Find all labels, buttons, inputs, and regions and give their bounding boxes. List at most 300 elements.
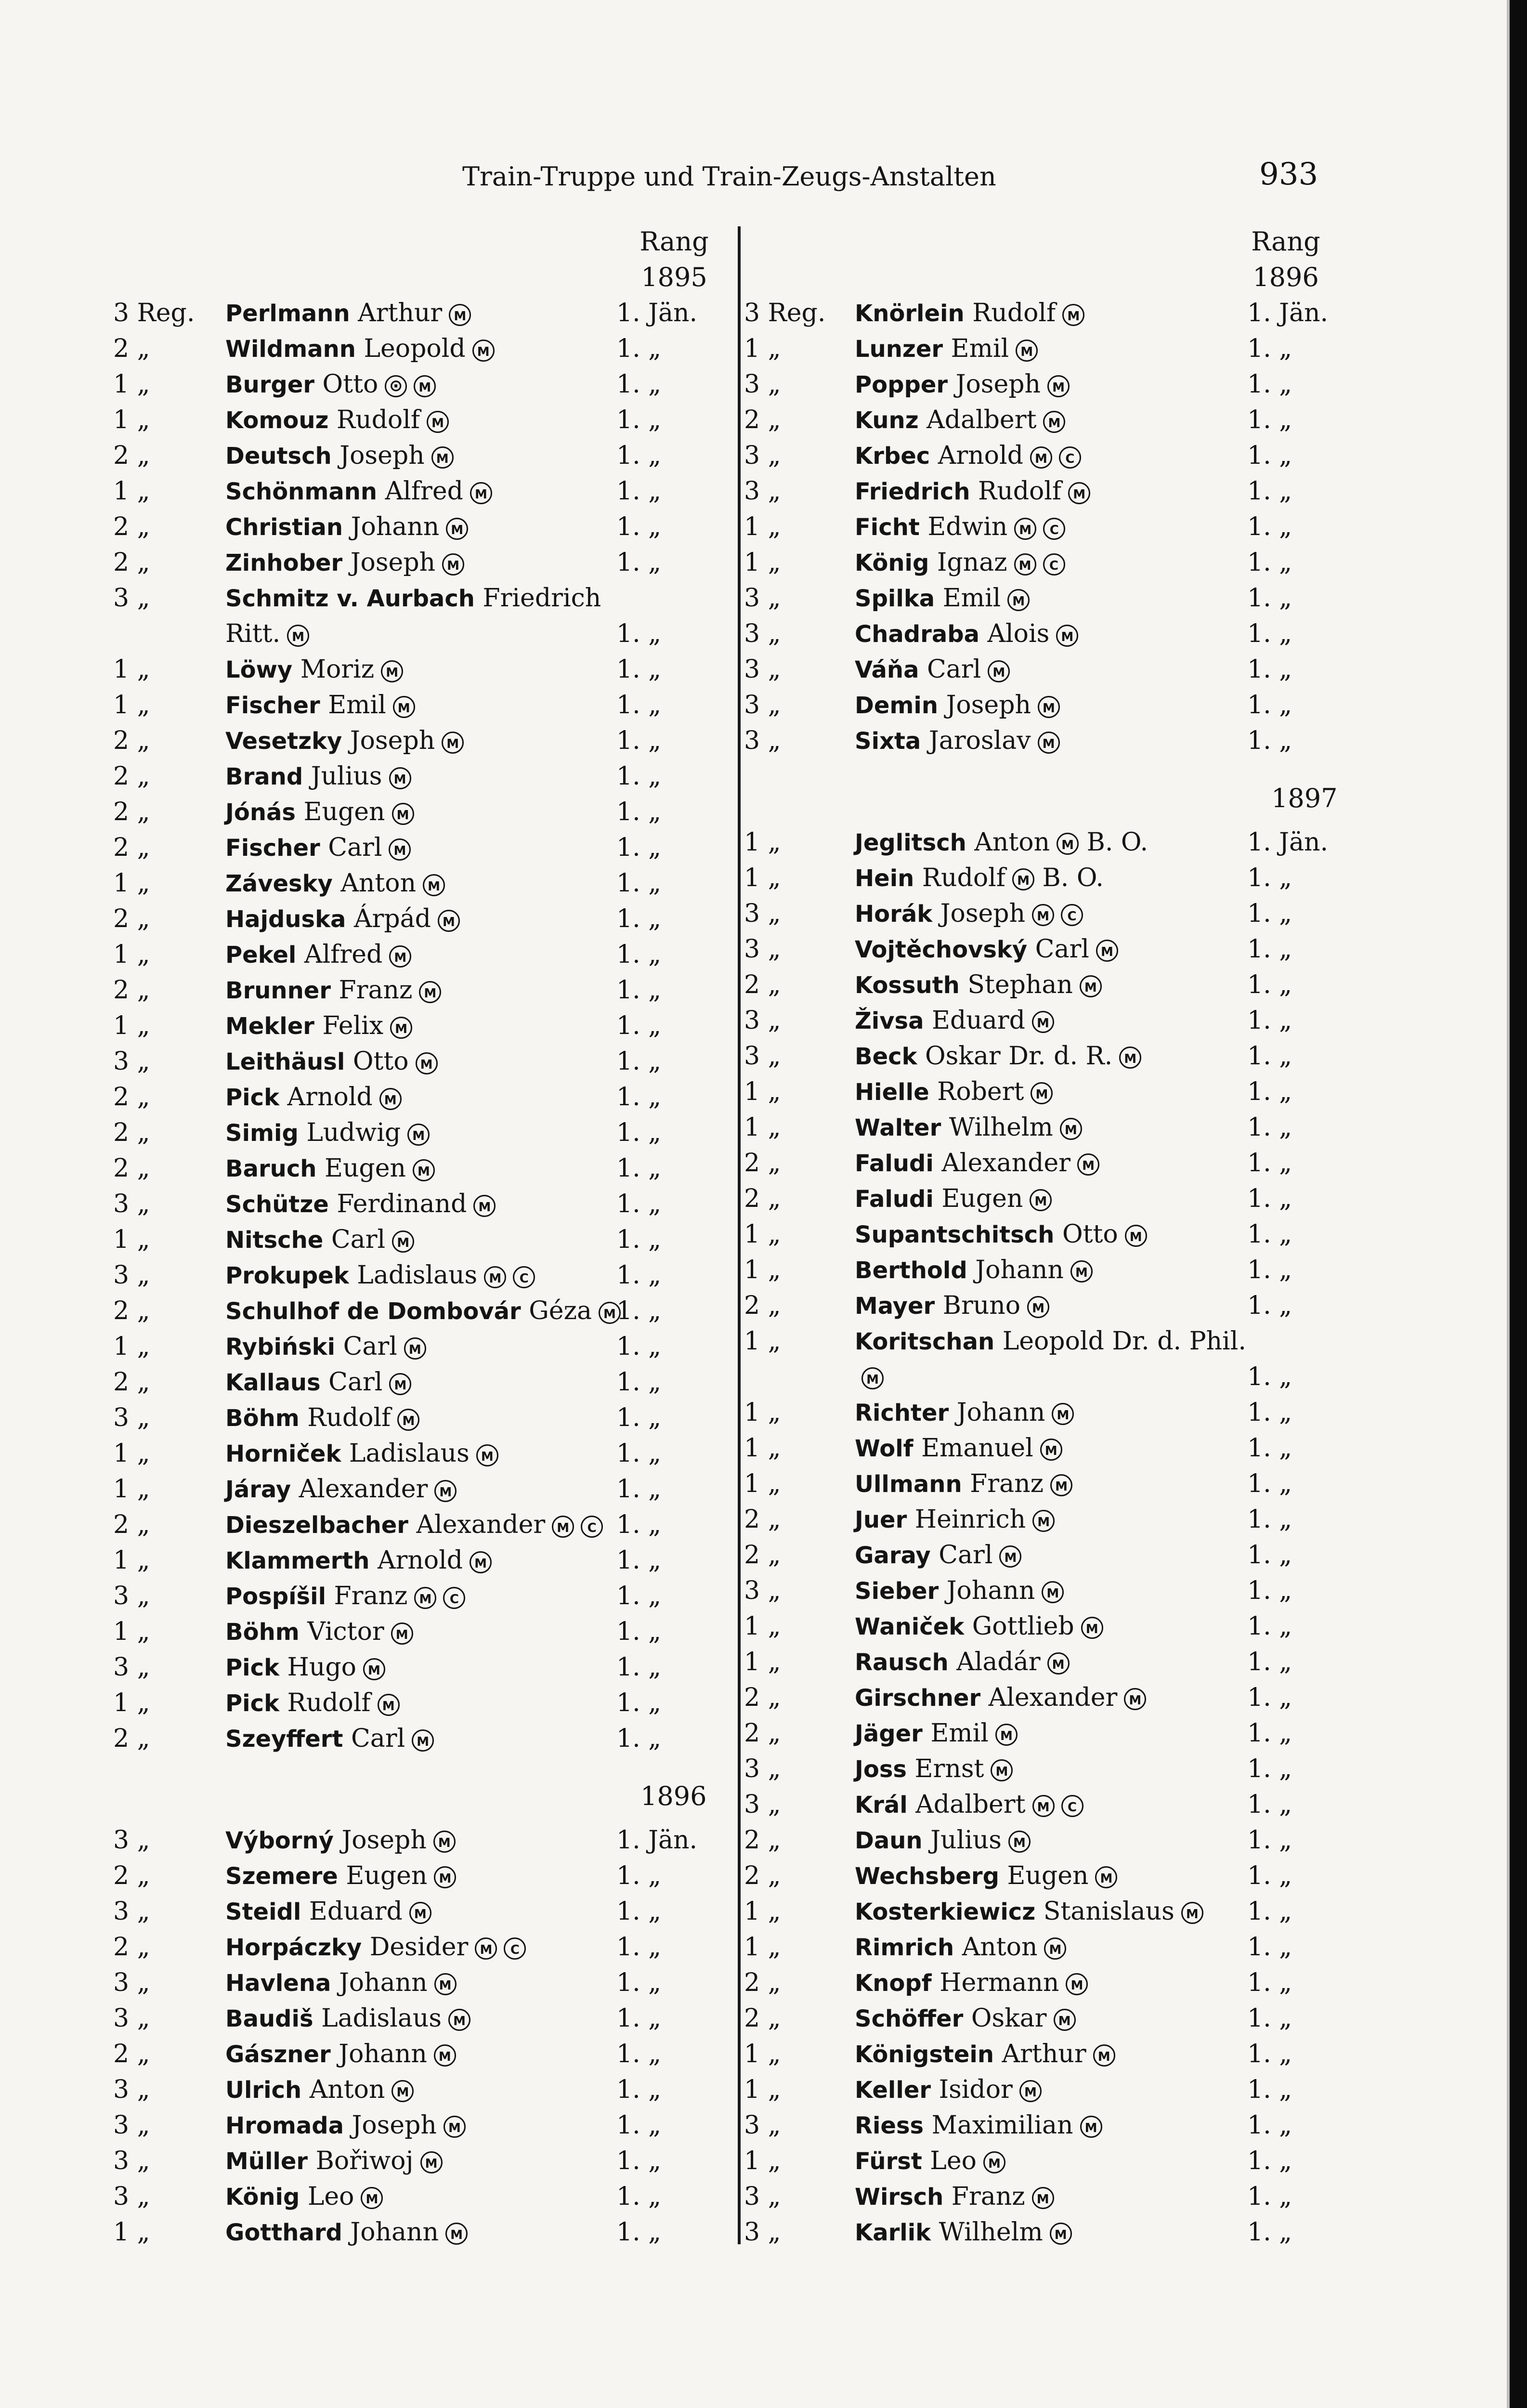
surname: Ficht — [855, 514, 920, 541]
rank-date: 1. „ — [1247, 934, 1292, 964]
surname: König — [855, 550, 929, 576]
rank-date: 1. „ — [1247, 1611, 1292, 1641]
list-item — [744, 1754, 1360, 1790]
surname: Richter — [855, 1399, 949, 1426]
surname: Živsa — [855, 1007, 924, 1034]
rank-date: 1. „ — [616, 655, 662, 684]
rank-date: 1. „ — [616, 1154, 662, 1183]
list-item — [113, 2182, 734, 2218]
given-name: Alfred — [304, 940, 383, 969]
list-item — [113, 1190, 734, 1225]
regiment-number: 1 „ — [744, 1077, 781, 1106]
rank-date: 1. „ — [616, 619, 662, 648]
surname: Spilka — [855, 585, 935, 612]
surname: Schmitz v. Aurbach — [225, 585, 475, 612]
decoration-mark-icon: M — [416, 1052, 438, 1074]
given-name: Ernst — [914, 1754, 984, 1783]
rank-date: 1. „ — [1247, 1683, 1292, 1712]
officer-name — [225, 2004, 470, 2033]
rank-date: 1. „ — [616, 904, 662, 933]
given-name: Moriz — [300, 655, 375, 684]
list-item — [113, 1510, 734, 1546]
given-name: Árpád — [353, 904, 431, 933]
given-name: Johann — [339, 2039, 427, 2068]
regiment-number: 1 „ — [744, 1611, 781, 1641]
officer-name — [225, 2146, 443, 2175]
officer-name — [855, 1826, 1031, 1855]
regiment-number: 2 „ — [113, 726, 150, 755]
surname: Wildmann — [225, 336, 356, 363]
regiment-number: 3 Reg. — [113, 299, 195, 327]
list-item — [113, 2075, 734, 2111]
list-item — [744, 1006, 1360, 1042]
rang-label: Rang — [1251, 226, 1320, 257]
regiment-number: 3 „ — [744, 2217, 781, 2247]
given-name: Felix — [322, 1011, 384, 1040]
decoration-mark-icon: M — [1077, 1153, 1099, 1176]
regiment-number: 3 „ — [744, 655, 781, 684]
given-name: Géza — [529, 1296, 592, 1325]
officer-name — [225, 370, 436, 399]
given-name: Joseph — [350, 548, 436, 577]
rank-date: 1. „ — [1247, 1469, 1292, 1498]
given-name: Ludwig — [306, 1118, 401, 1147]
rank-date: 1. „ — [1247, 1647, 1292, 1676]
surname: Hromada — [225, 2112, 344, 2139]
surname: Pekel — [225, 942, 297, 968]
officer-name — [225, 1546, 492, 1575]
officer-name — [855, 1220, 1147, 1249]
decoration-mark-icon: M — [1054, 2009, 1076, 2031]
list-item — [744, 1327, 1360, 1362]
decoration-mark-icon: C — [443, 1587, 465, 1609]
regiment-number: 3 „ — [744, 619, 781, 648]
regiment-number: 1 „ — [113, 1475, 150, 1504]
officer-name — [225, 976, 441, 1005]
rank-date: 1. „ — [1247, 2003, 1292, 2033]
list-item — [744, 864, 1360, 899]
given-name: Wilhelm — [949, 1112, 1053, 1142]
given-name: Eugen — [346, 1861, 428, 1890]
regiment-number: 1 „ — [744, 2075, 781, 2104]
officer-name — [855, 899, 1083, 928]
list-item — [744, 1826, 1360, 1861]
list-item — [744, 1541, 1360, 1576]
list-item — [744, 828, 1360, 864]
regiment-number: 1 „ — [744, 548, 781, 577]
list-item — [113, 1083, 734, 1118]
list-item — [113, 1261, 734, 1296]
decoration-mark-icon: M — [434, 2044, 456, 2067]
decoration-mark-icon: C — [1061, 1795, 1083, 1817]
officer-name — [225, 406, 449, 434]
decoration-mark-icon: M — [988, 660, 1010, 682]
given-name: Joseph — [352, 2110, 437, 2140]
decoration-mark-icon: M — [1019, 2080, 1042, 2102]
given-name: Emil — [951, 334, 1009, 363]
officer-name — [225, 1510, 603, 1539]
officer-name — [225, 1368, 411, 1397]
regiment-number: 2 „ — [744, 970, 781, 999]
given-name: Emil — [942, 584, 1001, 613]
decoration-mark-icon: M — [412, 1729, 434, 1752]
surname: Faludi — [855, 1150, 934, 1177]
surname: Brunner — [225, 977, 331, 1004]
surname: Knörlein — [855, 300, 965, 327]
given-name: Carl — [328, 1368, 383, 1397]
rank-date: 1. „ — [616, 2182, 662, 2211]
regiment-number: 3 „ — [113, 1897, 150, 1926]
decoration-mark-icon: M — [1060, 1118, 1082, 1140]
decoration-mark-icon: M — [1012, 868, 1034, 890]
rank-date: 1. Jän. — [616, 1825, 698, 1855]
rank-date: 1. „ — [1247, 1184, 1292, 1213]
list-item — [744, 512, 1360, 548]
list-item — [113, 904, 734, 940]
regiment-number: 2 „ — [744, 1968, 781, 1997]
surname: Sieber — [855, 1577, 939, 1605]
officer-name — [855, 1968, 1088, 1997]
decoration-mark-icon: M — [409, 1902, 431, 1924]
list-item — [744, 1256, 1360, 1291]
regiment-number: 3 „ — [113, 1653, 150, 1682]
surname: Hein — [855, 864, 914, 892]
rank-date: 1. „ — [1247, 1433, 1292, 1463]
decoration-mark-icon: M — [448, 2009, 470, 2031]
rank-date: 1. „ — [1247, 1540, 1292, 1570]
officer-name — [855, 2040, 1115, 2068]
regiment-number: 2 „ — [113, 1510, 150, 1539]
rank-date: 1. „ — [616, 2146, 662, 2175]
list-item — [113, 370, 734, 406]
regiment-number: 1 „ — [744, 1932, 781, 1962]
decoration-mark-icon: M — [389, 767, 411, 789]
regiment-number: 2 „ — [113, 762, 150, 791]
given-name: Eduard — [309, 1897, 403, 1926]
surname: Szeyffert — [225, 1726, 343, 1753]
name-suffix: B. O. — [1086, 827, 1149, 857]
rank-date: 1. „ — [1247, 1077, 1292, 1106]
officer-name — [225, 1225, 414, 1254]
given-name: Arnold — [938, 441, 1023, 470]
given-name: Johann — [351, 512, 440, 541]
surname: Ullmann — [855, 1470, 962, 1498]
rank-date: 1. „ — [616, 976, 662, 1005]
regiment-number: 1 „ — [113, 691, 150, 720]
surname: Ulrich — [225, 2076, 302, 2104]
list-item — [744, 2218, 1360, 2253]
list-item — [744, 2075, 1360, 2111]
decoration-mark-icon: M — [1093, 2044, 1115, 2067]
surname: Supantschitsch — [855, 1221, 1055, 1248]
regiment-number: 2 „ — [113, 441, 150, 470]
list-item — [113, 548, 734, 584]
list-item — [744, 1113, 1360, 1149]
officer-name — [855, 299, 1084, 327]
rank-date: 1. „ — [1247, 2182, 1292, 2211]
list-item — [744, 691, 1360, 726]
list-item — [744, 1683, 1360, 1719]
given-name: Alexander — [941, 1148, 1071, 1178]
officer-name — [225, 2040, 456, 2068]
officer-name — [225, 1933, 526, 1962]
decoration-mark-icon: M — [414, 375, 436, 397]
given-name: Eugen — [941, 1184, 1023, 1213]
surname: Knopf — [855, 1969, 932, 1997]
regiment-number: 3 „ — [113, 1968, 150, 1997]
given-name: Ladislaus — [321, 2003, 442, 2033]
rank-date: 1. „ — [1247, 1041, 1292, 1071]
officer-name — [855, 1861, 1117, 1890]
regiment-number: 3 „ — [744, 2110, 781, 2140]
rank-date: 1. „ — [616, 762, 662, 791]
decoration-mark-icon: C — [1043, 518, 1065, 540]
surname: Horniček — [225, 1440, 341, 1467]
list-item — [113, 2004, 734, 2040]
regiment-number: 1 „ — [113, 1617, 150, 1646]
regiment-number: 1 „ — [744, 334, 781, 363]
given-name: Leopold Dr. d. Phil. — [1002, 1326, 1246, 1356]
list-item — [113, 441, 734, 477]
rank-date: 1. Jän. — [1247, 827, 1329, 857]
regiment-number: 2 „ — [113, 904, 150, 933]
decoration-mark-icon: M — [390, 1017, 412, 1039]
rank-date: 1. „ — [616, 1047, 662, 1076]
decoration-mark-icon: M — [393, 696, 415, 718]
list-item — [744, 1042, 1360, 1077]
regiment-number: 1 „ — [744, 1219, 781, 1249]
surname: Steidl — [225, 1898, 301, 1925]
surname: Walter — [855, 1114, 941, 1141]
surname: Wechsberg — [855, 1862, 999, 1890]
regiment-number: 1 „ — [744, 827, 781, 857]
officer-name — [225, 512, 468, 541]
regiment-number: 1 „ — [744, 1897, 781, 1926]
given-name: Wilhelm — [939, 2217, 1043, 2247]
given-name: Anton — [309, 2075, 385, 2104]
regiment-number: 1 „ — [744, 2146, 781, 2175]
regiment-number: 1 „ — [113, 1439, 150, 1468]
rank-date: 1. „ — [616, 798, 662, 826]
surname: Christian — [225, 514, 343, 541]
officer-name — [855, 370, 1070, 399]
given-name: Stephan — [967, 970, 1073, 999]
officer-name — [855, 334, 1038, 363]
list-item — [113, 1368, 734, 1403]
list-item — [744, 1648, 1360, 1683]
surname: Joss — [855, 1755, 907, 1783]
given-name: Anton — [962, 1932, 1038, 1962]
officer-name — [225, 1118, 430, 1147]
list-item — [744, 1505, 1360, 1541]
decoration-mark-icon: M — [1030, 446, 1052, 469]
list-item — [113, 1653, 734, 1688]
list-item — [113, 726, 734, 762]
rank-date: 1. „ — [616, 334, 662, 363]
rank-date: 1. „ — [616, 1439, 662, 1468]
list-item — [744, 1861, 1360, 1897]
decoration-mark-icon: C — [513, 1266, 535, 1288]
decoration-mark-icon: M — [1016, 340, 1038, 362]
list-item — [113, 2218, 734, 2253]
surname: Gászner — [225, 2041, 331, 2068]
decoration-mark-icon: M — [1068, 482, 1090, 504]
list-item — [744, 548, 1360, 584]
regiment-number: 3 „ — [744, 726, 781, 755]
rank-date: 1. „ — [616, 2039, 662, 2068]
regiment-number: 2 „ — [744, 2003, 781, 2033]
decoration-mark-icon: M — [379, 1088, 402, 1110]
given-name: Emil — [328, 691, 386, 720]
rank-date: 1. „ — [1247, 1255, 1292, 1284]
rank-date: 1. „ — [1247, 1861, 1292, 1890]
given-name: Arnold — [377, 1546, 463, 1575]
rank-date: 1. „ — [616, 1546, 662, 1575]
officer-name — [855, 406, 1065, 434]
given-name: Alois — [987, 619, 1050, 648]
officer-name — [855, 1576, 1064, 1605]
rank-date: 1. „ — [1247, 2217, 1292, 2247]
surname: Schönmann — [225, 478, 378, 505]
regiment-number: 1 „ — [744, 1433, 781, 1463]
surname: Daun — [855, 1827, 923, 1854]
surname: Karlik — [855, 2219, 931, 2246]
surname: Nitsche — [225, 1227, 324, 1254]
regiment-number: 2 „ — [744, 406, 781, 434]
given-name: Carl — [939, 1540, 993, 1570]
decoration-mark-icon: C — [1059, 446, 1081, 469]
regiment-number: 3 „ — [744, 1576, 781, 1605]
officer-name — [855, 1648, 1070, 1676]
rank-date: 1. „ — [1247, 1398, 1292, 1427]
given-name: Oskar — [971, 2003, 1047, 2033]
rank-date: 1. „ — [1247, 334, 1292, 363]
officer-name — [225, 940, 411, 969]
given-name: Joseph — [946, 691, 1031, 720]
decoration-mark-icon: M — [1181, 1902, 1203, 1924]
rank-date: 1. „ — [1247, 1148, 1292, 1178]
surname: Popper — [855, 371, 948, 398]
given-name: Maximilian — [931, 2110, 1073, 2140]
surname: Königstein — [855, 2041, 994, 2068]
decoration-mark-icon: M — [475, 1937, 497, 1960]
officer-name — [855, 1291, 1049, 1320]
given-name: Hermann — [940, 1968, 1059, 1997]
rank-date: 1. „ — [616, 1617, 662, 1646]
decoration-mark-icon: M — [599, 1302, 621, 1324]
list-item — [744, 584, 1360, 619]
given-name: Emanuel — [921, 1433, 1033, 1463]
officer-name — [225, 1826, 456, 1855]
regiment-number: 1 „ — [113, 940, 150, 969]
regiment-number: 3 „ — [744, 1754, 781, 1783]
regiment-number: 3 „ — [744, 1041, 781, 1071]
decoration-mark-icon: M — [1044, 1937, 1066, 1960]
rank-date: 1. „ — [1247, 619, 1292, 648]
given-name: Joseph — [341, 1825, 427, 1855]
rank-date: 1. „ — [1247, 2110, 1292, 2140]
decoration-mark-icon: M — [423, 874, 445, 896]
decoration-mark-icon: M — [434, 1480, 457, 1502]
list-item — [744, 1184, 1360, 1220]
list-item — [744, 406, 1360, 441]
officer-name — [855, 1327, 1246, 1356]
regiment-number: 1 „ — [113, 1546, 150, 1575]
regiment-number: 2 „ — [113, 1932, 150, 1962]
rank-date: 1. „ — [1247, 655, 1292, 684]
surname: Kosterkiewicz — [855, 1898, 1036, 1925]
decoration-mark-icon: M — [1014, 553, 1036, 576]
decoration-mark-icon: M — [472, 340, 495, 362]
decoration-mark-icon: M — [414, 1587, 436, 1609]
surname: Mekler — [225, 1013, 314, 1040]
surname: Výborný — [225, 1827, 334, 1854]
decoration-mark-icon: M — [392, 2080, 414, 2102]
list-item — [113, 1332, 734, 1368]
decoration-mark-icon: M — [442, 553, 464, 576]
rank-date: 1. „ — [1247, 1006, 1292, 1035]
decoration-mark-icon: M — [419, 981, 441, 1003]
officer-name — [225, 584, 601, 613]
given-name: Eugen — [1007, 1861, 1089, 1890]
surname: Löwy — [225, 656, 293, 683]
officer-name — [855, 1184, 1052, 1213]
given-name: Carl — [328, 833, 382, 862]
list-item — [113, 1582, 734, 1617]
surname: Burger — [225, 371, 315, 398]
rank-date: 1. „ — [616, 370, 662, 399]
surname: Gotthard — [225, 2219, 342, 2246]
officer-name — [225, 2111, 466, 2140]
section-year: 1896 — [640, 1781, 707, 1812]
surname: König — [225, 2183, 300, 2211]
decoration-mark-icon: M — [1062, 304, 1084, 326]
given-name: Ladislaus — [357, 1261, 478, 1290]
decoration-mark-icon: M — [446, 518, 468, 540]
surname: Horák — [855, 900, 933, 928]
surname: Baruch — [225, 1155, 317, 1182]
rang-header-left — [626, 224, 722, 295]
list-item — [113, 2040, 734, 2075]
surname: Mayer — [855, 1292, 935, 1320]
regiment-number: 2 „ — [744, 1861, 781, 1890]
surname: Jónás — [225, 799, 296, 826]
decoration-mark-icon: M — [1119, 1047, 1141, 1069]
list-item — [744, 2111, 1360, 2146]
list-item — [744, 1719, 1360, 1754]
officer-name — [855, 1149, 1099, 1178]
officer-name — [225, 1261, 535, 1290]
given-name: Anton — [340, 869, 417, 898]
list-item — [113, 1475, 734, 1510]
decoration-mark-icon: M — [381, 660, 403, 682]
decoration-mark-icon: M — [1007, 589, 1030, 611]
decoration-mark-icon: M — [1008, 1831, 1031, 1853]
decoration-mark-icon: M — [434, 1973, 457, 1995]
surname: Perlmann — [225, 300, 350, 327]
rank-date: 1. „ — [616, 406, 662, 434]
rank-date: 1. „ — [616, 1897, 662, 1926]
officer-name — [225, 334, 495, 363]
rank-date: 1. „ — [1247, 1932, 1292, 1962]
surname: Böhm — [225, 1619, 300, 1646]
decoration-mark-icon: M — [1042, 1581, 1064, 1603]
regiment-number: 3 „ — [113, 1825, 150, 1855]
decoration-mark-icon: M — [1038, 696, 1060, 718]
list-item — [113, 976, 734, 1011]
surname: Koritschan — [855, 1328, 995, 1355]
officer-name — [855, 1006, 1054, 1035]
